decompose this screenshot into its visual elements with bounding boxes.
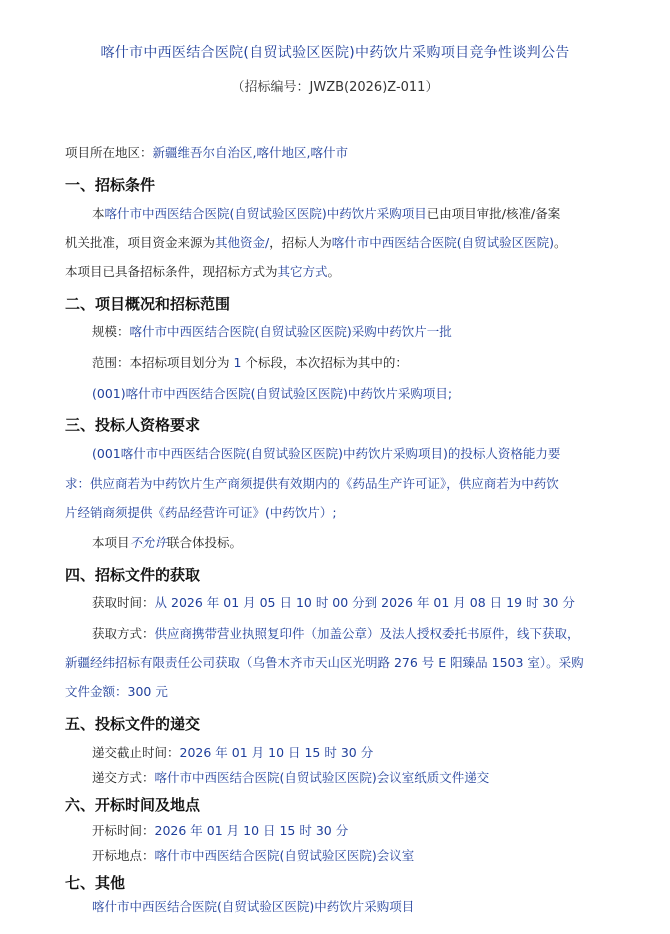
- s6-place: [92, 848, 414, 864]
- s2-scale-label: 规模：: [92, 324, 130, 339]
- section-heading-5: 五、投标文件的递交: [65, 715, 201, 733]
- page-title: 喀什市中西医结合医院(自贸试验区医院)中药饮片采购项目竞争性谈判公告: [100, 45, 570, 61]
- s2-lot-item: (001)喀什市中西医结合医院(自贸试验区医院)中药饮片采购项目;: [92, 386, 453, 401]
- s4-method-label: 获取方式：: [92, 626, 155, 641]
- region-label: 项目所在地区：: [65, 145, 153, 160]
- s1-line-1: [92, 206, 560, 222]
- s6-time: [92, 823, 348, 839]
- section-heading-3: 三、投标人资格要求: [65, 416, 201, 434]
- s1-l2-text-c: ，招标人为: [269, 235, 332, 250]
- s6-place-label: 开标地点：: [92, 848, 155, 863]
- s6-time-label: 开标时间：: [92, 823, 155, 838]
- s2-scale: [92, 324, 452, 340]
- s1-l3-text-a: 本项目已具备招标条件，现招标方式为: [65, 264, 278, 279]
- s5-method-value: 喀什市中西医结合医院(自贸试验区医院)会议室纸质文件递交: [154, 770, 490, 785]
- s7-text: 喀什市中西医结合医院(自贸试验区医院)中药饮片采购项目: [92, 899, 415, 914]
- s1-l1-text-a: 本: [92, 206, 105, 221]
- s1-l2-text-e: 。: [554, 235, 567, 250]
- s4-method-line-3: 文件金额：300 元: [65, 684, 168, 699]
- s4-time-value: 从 2026 年 01 月 05 日 10 时 00 分到 2026 年 01 月 08 日 19 时 30 分: [154, 595, 575, 610]
- s1-l2-tenderer: 喀什市中西医结合医院(自贸试验区医院): [331, 235, 555, 250]
- section-heading-6: 六、开标时间及地点: [65, 796, 201, 814]
- s2-scope-lot-count: 1: [233, 355, 242, 370]
- s5-deadline-value: 2026 年 01 月 10 日 15 时 30 分: [179, 745, 374, 760]
- section-heading-7: 七、其他: [65, 874, 126, 892]
- section-heading-2: 二、项目概况和招标范围: [65, 295, 231, 313]
- s5-deadline-label: 递交截止时间：: [92, 745, 180, 760]
- s3-consortium: [92, 535, 242, 551]
- s3-consortium-text-a: 本项目: [92, 535, 130, 550]
- s1-l3-method: 其它方式: [277, 264, 328, 279]
- s2-scope-text-c: 个标段，本次招标为其中的：: [241, 355, 408, 370]
- section-heading-1: 一、招标条件: [65, 176, 156, 194]
- s1-l2-fund-source: 其他资金/: [215, 235, 270, 250]
- s3-line-2: 求：供应商若为中药饮片生产商须提供有效期内的《药品生产许可证》，供应商若为中药饮: [65, 476, 559, 491]
- region-value: 新疆维吾尔自治区,喀什地区,喀什市: [152, 145, 348, 160]
- s2-scope-text-a: 范围：本招标项目划分为: [92, 355, 234, 370]
- s4-method-line-2: 新疆经纬招标有限责任公司获取（乌鲁木齐市天山区光明路 276 号 E 阳臻品 1503 室）。采购: [65, 655, 584, 670]
- s2-scope: [92, 355, 408, 371]
- section-heading-4: 四、招标文件的获取: [65, 566, 201, 584]
- s4-method-line-1: [92, 626, 580, 642]
- s4-time-label: 获取时间：: [92, 595, 155, 610]
- s6-time-value: 2026 年 01 月 10 日 15 时 30 分: [154, 823, 349, 838]
- s1-l1-project-name: 喀什市中西医结合医院(自贸试验区医院)中药饮片采购项目: [104, 206, 427, 221]
- s5-deadline: [92, 745, 373, 761]
- s1-line-3: [65, 264, 340, 280]
- s4-time: [92, 595, 575, 611]
- s3-consortium-value: 不允许: [129, 535, 168, 550]
- s3-consortium-text-c: 联合体投标。: [167, 535, 243, 550]
- s4-method-value: 供应商携带营业执照复印件（加盖公章）及法人授权委托书原件，线下获取，: [154, 626, 580, 641]
- project-region: [65, 145, 348, 161]
- s3-line-1: (001喀什市中西医结合医院(自贸试验区医院)中药饮片采购项目)的投标人资格能力要: [92, 446, 561, 461]
- s5-method-label: 递交方式：: [92, 770, 155, 785]
- s1-l2-text-a: 机关批准，项目资金来源为: [65, 235, 216, 250]
- s1-l3-text-c: 。: [327, 264, 341, 279]
- tender-number: （招标编号：JWZB(2026)Z-011）: [231, 80, 439, 95]
- s6-place-value: 喀什市中西医结合医院(自贸试验区医院)会议室: [154, 848, 415, 863]
- s3-line-3: 片经销商须提供《药品经营许可证》(中药饮片）;: [65, 505, 337, 520]
- s1-l1-text-c: 已由项目审批/核准/备案: [426, 206, 561, 221]
- s5-method: [92, 770, 489, 786]
- s1-line-2: [65, 235, 567, 251]
- s2-scale-value: 喀什市中西医结合医院(自贸试验区医院)采购中药饮片一批: [129, 324, 452, 339]
